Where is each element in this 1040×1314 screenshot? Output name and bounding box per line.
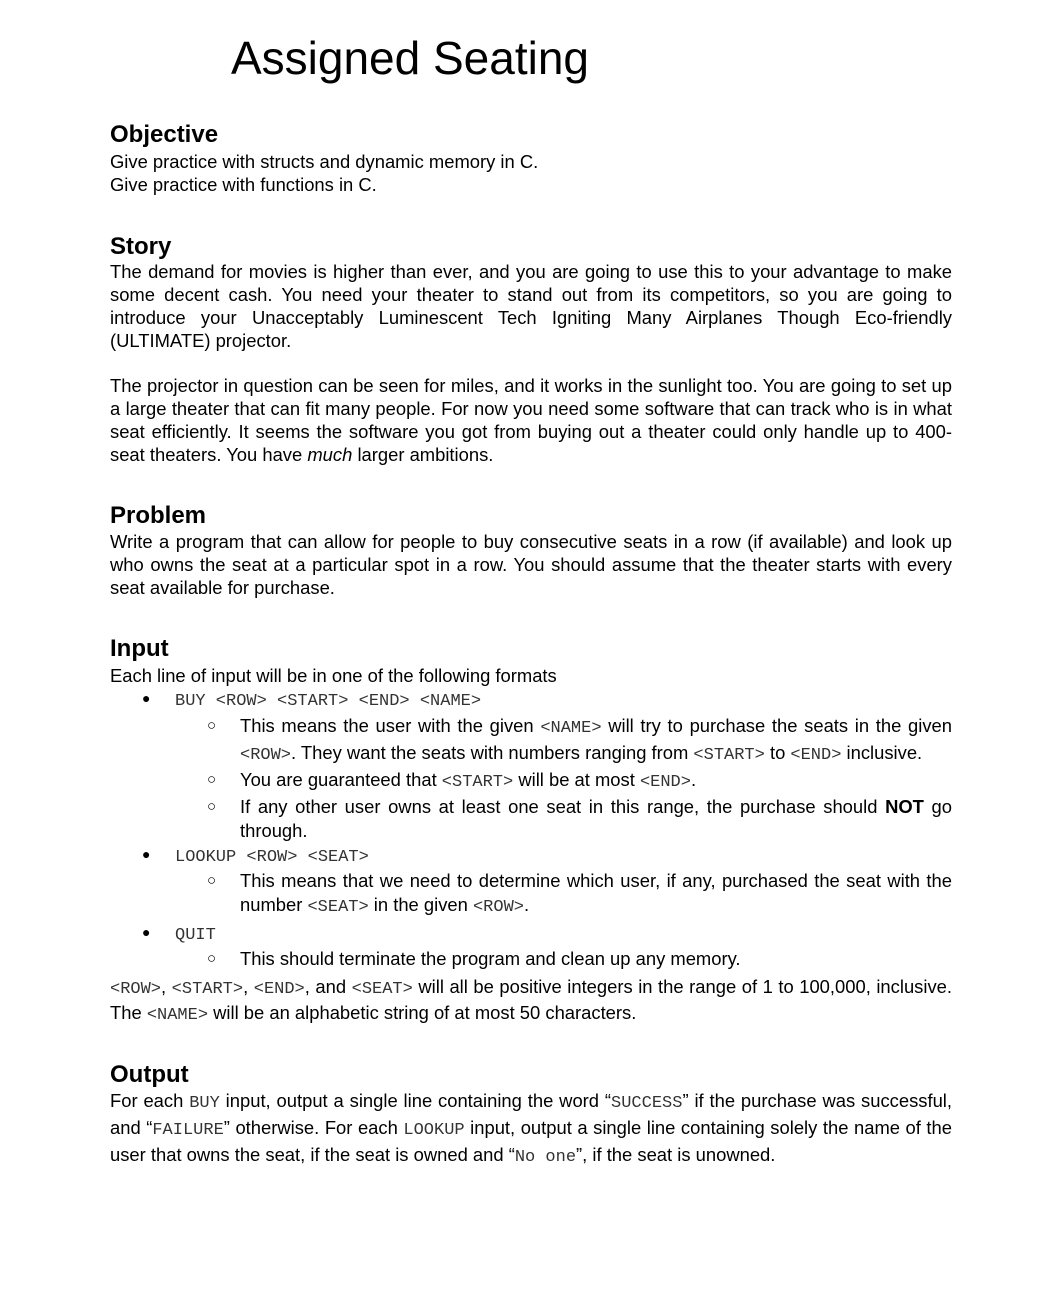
list-item xyxy=(110,869,952,920)
item-text: You are guaranteed that xyxy=(240,769,442,790)
code-token: No one xyxy=(514,1148,577,1167)
item-text: will all be positive integers in the range of 1 to 100,000, inclusive. The xyxy=(110,976,952,1023)
page-title: Assigned Seating xyxy=(230,32,590,84)
quit-command: QUIT xyxy=(175,926,216,945)
code-token: <START> xyxy=(693,746,765,765)
output-heading: Output xyxy=(110,1061,189,1088)
item-text: will be an alphabetic string of at most 50 characters. xyxy=(208,1002,637,1023)
objective-line: Give practice with functions in C. xyxy=(110,174,377,195)
code-token: LOOKUP xyxy=(403,1121,465,1140)
list-item xyxy=(110,768,952,795)
buy-command: BUY <ROW> <START> <END> <NAME> xyxy=(175,692,482,711)
code-token: <START> xyxy=(441,773,514,792)
input-intro: Each line of input will be in one of the following formats xyxy=(110,665,557,686)
code-token: <NAME> xyxy=(146,1006,209,1025)
list-item xyxy=(110,714,952,768)
item-text: input, output a single line containing the word “ xyxy=(219,1090,612,1111)
input-format-list xyxy=(110,687,952,971)
item-text: in the given xyxy=(368,894,473,915)
output-text xyxy=(110,1089,952,1170)
lookup-command: LOOKUP <ROW> <SEAT> xyxy=(175,848,369,867)
item-text: . They want the seats with numbers ranging from xyxy=(291,742,694,763)
problem-heading: Problem xyxy=(110,502,207,529)
item-text: If any other user owns at least one seat in this range, the purchase should xyxy=(240,796,886,817)
story-text: The projector in question can be seen for miles, and it works in the sunlight too. You are going to set up a large theater that can fit many people. For now you need some software that can track who is in what seat efficiently. It seems the software you got from buying out a theater could only handle up to 400-seat theaters. You have xyxy=(110,375,952,465)
story-paragraph-2 xyxy=(110,374,952,466)
item-text: ”, if the seat is unowned. xyxy=(576,1144,776,1165)
code-token: <START> xyxy=(171,980,244,999)
item-text: will be at most xyxy=(513,769,640,790)
item-text: . xyxy=(524,894,530,915)
item-text: ” otherwise. For each xyxy=(223,1117,404,1138)
item-text: inclusive. xyxy=(841,742,923,763)
bold-word: NOT xyxy=(885,796,924,817)
item-text: input, output a single line containing solely the name of the user that owns the seat, if the seat is owned and “ xyxy=(110,1117,952,1165)
story-emphasis: much xyxy=(307,444,353,465)
story-text: larger ambitions. xyxy=(352,444,494,465)
code-token: <ROW> xyxy=(472,898,524,917)
objective-heading: Objective xyxy=(110,121,219,148)
story-heading: Story xyxy=(110,233,172,260)
item-text: For each xyxy=(110,1090,190,1111)
list-item xyxy=(110,843,952,869)
code-token: <SEAT> xyxy=(307,898,369,917)
objective-line: Give practice with structs and dynamic memory in C. xyxy=(110,151,539,172)
input-heading: Input xyxy=(110,635,169,662)
problem-text: Write a program that can allow for people to buy consecutive seats in a row (if available) and look up who owns the seat at a particular spot in a row. You should assume that the theater starts with every seat available for purchase. xyxy=(110,531,952,598)
code-token: <END> xyxy=(639,773,691,792)
list-item xyxy=(110,795,952,843)
item-text: to xyxy=(764,742,791,763)
item-text: This should terminate the program and clean up any memory. xyxy=(240,948,741,969)
code-token: <ROW> xyxy=(110,980,162,999)
code-token: <END> xyxy=(790,746,842,765)
code-token: SUCCESS xyxy=(611,1094,683,1113)
item-text: , and xyxy=(304,976,352,997)
item-text: , xyxy=(243,976,254,997)
story-paragraph-1: The demand for movies is higher than ever, and you are going to use this to your advantage to make some decent cash. You need your theater to stand out from its competitors, so you are going to introduce your Unacceptably Luminescent Tech Igniting Many Airplanes Though Eco-friendly (ULTIMATE) projector. xyxy=(110,261,952,351)
item-text: . xyxy=(690,769,697,790)
item-text: will try to purchase the seats in the given xyxy=(601,715,953,736)
list-item xyxy=(110,921,952,947)
item-text: This means that we need to determine which user, if any, purchased the seat with the number xyxy=(240,870,952,915)
item-text: , xyxy=(161,976,172,997)
item-text: go through. xyxy=(240,796,952,841)
code-token: FAILURE xyxy=(152,1121,224,1140)
code-token: BUY xyxy=(189,1094,220,1113)
item-text: ” if the purchase was successful, and “ xyxy=(110,1090,952,1138)
item-text: This means the user with the given xyxy=(240,715,541,736)
code-token: <NAME> xyxy=(540,719,602,738)
objective-text xyxy=(110,150,952,196)
input-constraints xyxy=(110,975,952,1027)
code-token: <ROW> xyxy=(240,746,292,765)
list-item xyxy=(110,687,952,713)
code-token: <SEAT> xyxy=(351,980,413,999)
code-token: <END> xyxy=(253,980,305,999)
list-item xyxy=(110,947,952,971)
